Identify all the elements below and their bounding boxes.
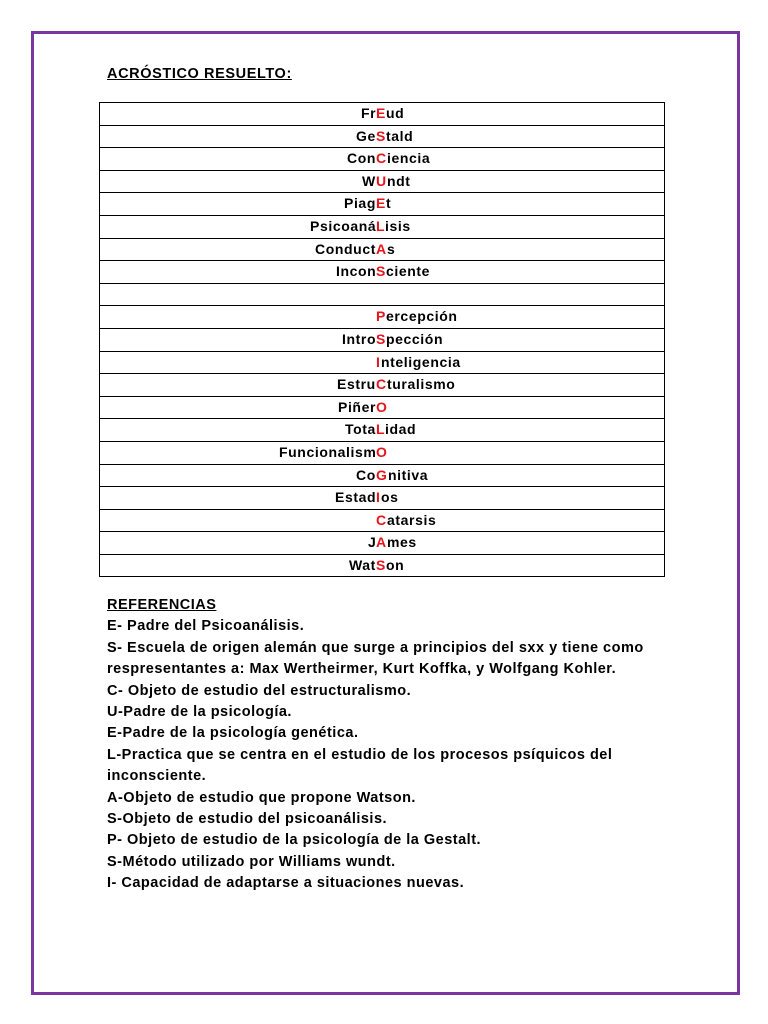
key-letter: I: [376, 353, 381, 370]
word-prefix: Estru: [337, 376, 376, 393]
key-letter: I: [376, 489, 381, 506]
acrostic-row: [100, 283, 665, 306]
word-prefix: Ge: [356, 127, 376, 144]
word-suffix: ciente: [386, 263, 431, 280]
word-prefix: Piag: [344, 195, 376, 212]
key-letter: G: [376, 466, 388, 483]
key-letter: C: [376, 511, 387, 528]
acrostic-cell: [100, 487, 665, 510]
word-prefix: Conduct: [315, 240, 376, 257]
key-letter: S: [376, 263, 386, 280]
reference-line: S-Objeto de estudio del psicoanálisis.: [107, 811, 388, 828]
word-prefix: W: [362, 172, 376, 189]
key-letter: S: [376, 330, 386, 347]
key-letter: E: [376, 105, 386, 121]
acrostic-cell: [100, 103, 665, 126]
reference-line: L-Practica que se centra en el estudio de los procesos psíquicos del inconsciente.: [107, 746, 613, 785]
key-letter: O: [376, 443, 388, 460]
key-letter: P: [376, 308, 386, 325]
word-suffix: iencia: [387, 150, 431, 167]
word-prefix: Intro: [342, 330, 377, 347]
word-prefix: Piñer: [338, 398, 377, 415]
reference-line: S- Escuela de origen alemán que surge a principios del sxx y tiene como respresentantes a: Max Wertheirmer, Kurt Koffka, y Wolfgang Kohler.: [107, 639, 644, 678]
acrostic-row: [100, 351, 665, 374]
acrostic-row: [100, 441, 665, 464]
word-suffix: turalismo: [387, 376, 456, 393]
word-suffix: idad: [385, 421, 417, 438]
key-letter: U: [376, 172, 387, 189]
key-letter: C: [376, 376, 387, 393]
acrostic-cell: [100, 148, 665, 171]
word-suffix: on: [386, 556, 405, 573]
key-letter: L: [376, 217, 386, 234]
word-prefix: Funcionalism: [279, 443, 377, 460]
acrostic-cell: [100, 125, 665, 148]
acrostic-row: [100, 509, 665, 532]
reference-line: A-Objeto de estudio que propone Watson.: [107, 789, 416, 806]
key-letter: C: [376, 150, 387, 167]
word-suffix: s: [387, 240, 396, 257]
acrostic-table: [99, 102, 665, 577]
key-letter: L: [376, 421, 386, 438]
word-prefix: Con: [347, 150, 377, 167]
acrostic-row: [100, 261, 665, 284]
reference-line: S-Método utilizado por Williams wundt.: [107, 853, 396, 870]
acrostic-cell: [100, 193, 665, 216]
word-prefix: Psicoaná: [310, 217, 377, 234]
acrostic-row: [100, 170, 665, 193]
word-suffix: tald: [386, 127, 414, 144]
acrostic-cell: [100, 554, 665, 577]
word-suffix: os: [381, 489, 399, 506]
acrostic-row: [100, 419, 665, 442]
acrostic-row: [100, 396, 665, 419]
acrostic-row: [100, 487, 665, 510]
word-prefix: Incon: [336, 263, 377, 280]
word-suffix: atarsis: [387, 511, 437, 528]
acrostic-row: [100, 532, 665, 555]
acrostic-cell: [100, 328, 665, 351]
acrostic-row: [100, 374, 665, 397]
reference-line: I- Capacidad de adaptarse a situaciones nuevas.: [107, 875, 465, 892]
word-prefix: Estad: [335, 489, 377, 506]
word-suffix: isis: [385, 217, 411, 234]
acrostic-row: [100, 306, 665, 329]
word-prefix: Co: [356, 466, 376, 483]
reference-line: E- Padre del Psicoanálisis.: [107, 618, 305, 635]
word-prefix: J: [368, 534, 377, 551]
acrostic-cell: [100, 261, 665, 284]
acrostic-cell: [100, 532, 665, 555]
key-letter: S: [376, 556, 386, 573]
key-letter: O: [376, 398, 388, 415]
word-suffix: nitiva: [388, 466, 429, 483]
acrostic-cell: [100, 238, 665, 261]
acrostic-cell: [100, 215, 665, 238]
acrostic-cell: [100, 351, 665, 374]
acrostic-cell: [100, 374, 665, 397]
acrostic-row: [100, 464, 665, 487]
acrostic-row: [100, 554, 665, 577]
acrostic-row: [100, 125, 665, 148]
word-suffix: ud: [386, 105, 405, 121]
word-suffix: ercepción: [386, 308, 458, 325]
word-suffix: ndt: [387, 172, 411, 189]
word-suffix: pección: [386, 330, 444, 347]
references-heading: REFERENCIAS: [107, 597, 217, 613]
reference-line: E-Padre de la psicología genética.: [107, 725, 359, 742]
reference-line: P- Objeto de estudio de la psicología de la Gestalt.: [107, 832, 482, 849]
key-letter: A: [376, 534, 387, 551]
reference-line: U-Padre de la psicología.: [107, 704, 292, 721]
acrostic-row: [100, 193, 665, 216]
page-title: ACRÓSTICO RESUELTO:: [107, 66, 292, 82]
acrostic-row: [100, 238, 665, 261]
acrostic-row: [100, 215, 665, 238]
references-section: [107, 595, 707, 895]
word-suffix: nteligencia: [381, 353, 461, 370]
word-prefix: Fr: [361, 105, 377, 121]
acrostic-row: [100, 148, 665, 171]
acrostic-cell: [100, 396, 665, 419]
key-letter: S: [376, 127, 386, 144]
acrostic-row: [100, 103, 665, 126]
word-prefix: Wat: [349, 556, 376, 573]
acrostic-cell: [100, 419, 665, 442]
key-letter: A: [376, 240, 387, 257]
word-suffix: t: [386, 195, 392, 212]
acrostic-cell: [100, 441, 665, 464]
acrostic-cell: [100, 464, 665, 487]
acrostic-cell: [100, 283, 665, 306]
word-prefix: Tota: [345, 421, 376, 438]
word-suffix: mes: [387, 534, 417, 551]
acrostic-cell: [100, 306, 665, 329]
acrostic-cell: [100, 170, 665, 193]
reference-line: C- Objeto de estudio del estructuralismo.: [107, 682, 412, 699]
acrostic-row: [100, 328, 665, 351]
acrostic-cell: [100, 509, 665, 532]
key-letter: E: [376, 195, 386, 212]
